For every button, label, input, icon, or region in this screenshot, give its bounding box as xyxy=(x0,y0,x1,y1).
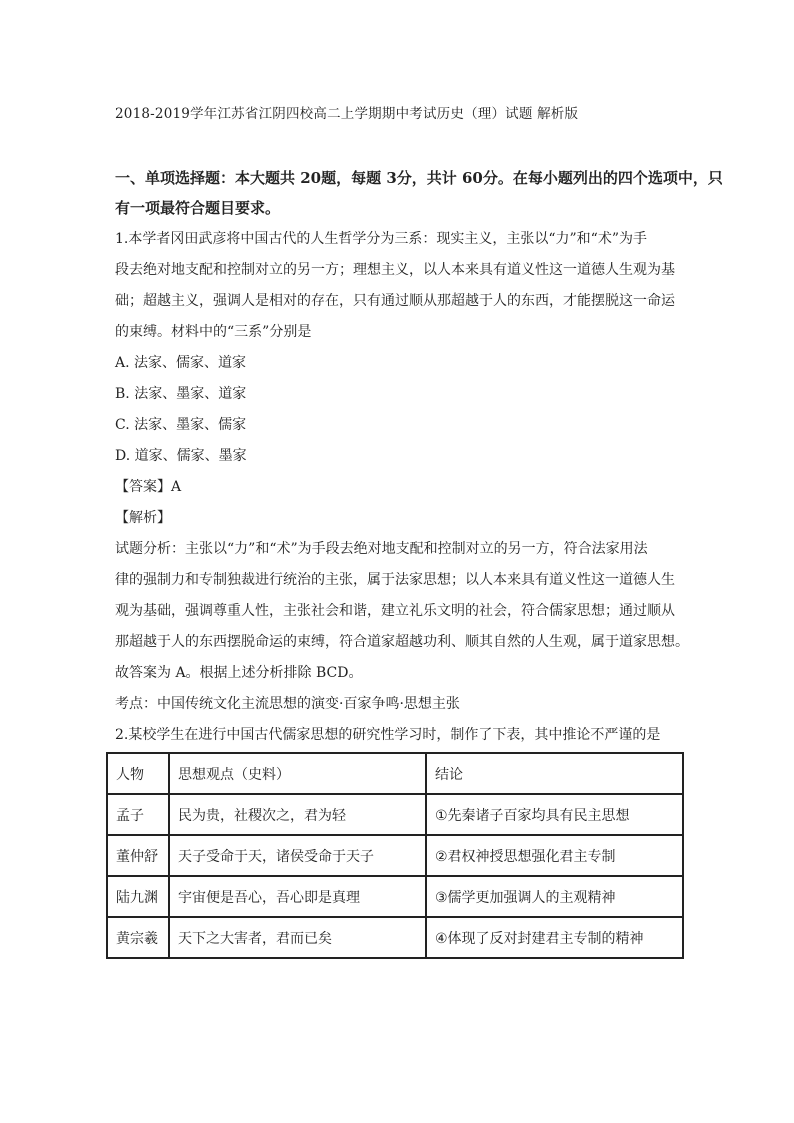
table-row xyxy=(107,794,683,835)
question-2-table xyxy=(106,752,684,959)
section-heading-line-2: 有一项最符合题目要求。 xyxy=(115,199,281,217)
table-header-cell: 思想观点（史料） xyxy=(169,753,426,794)
question-2-stem: 2.某校学生在进行中国古代儒家思想的研究性学习时，制作了下表，其中推论不严谨的是 xyxy=(115,727,661,743)
table-cell: 宇宙便是吾心，吾心即是真理 xyxy=(169,876,426,917)
table-cell: ③儒学更加强调人的主观精神 xyxy=(426,876,683,917)
table-header-row xyxy=(107,753,683,794)
section-heading xyxy=(115,163,723,223)
analysis-line: 观为基础，强调尊重人性，主张社会和谐，建立礼乐文明的社会，符合儒家思想；通过顺从 xyxy=(115,603,675,619)
option-c: C. 法家、墨家、儒家 xyxy=(115,417,247,433)
table-cell: 民为贵，社稷次之，君为轻 xyxy=(169,794,426,835)
answer-label: 【答案】A xyxy=(115,479,182,495)
table-header-cell: 人物 xyxy=(107,753,169,794)
analysis-line: 律的强制力和专制独裁进行统治的主张，属于法家思想；以人本来具有道义性这一道德人生 xyxy=(115,572,675,588)
document-title: 2018-2019学年江苏省江阴四校高二上学期期中考试历史（理）试题 解析版 xyxy=(115,106,579,122)
table-cell: ②君权神授思想强化君主专制 xyxy=(426,835,683,876)
question-stem-line: 础；超越主义，强调人是相对的存在，只有通过顺从那超越于人的东西，才能摆脱这一命运 xyxy=(115,293,675,309)
question-1 xyxy=(115,224,693,751)
analysis-label: 【解析】 xyxy=(115,510,171,526)
analysis-line: 那超越于人的东西摆脱命运的束缚，符合道家超越功利、顺其自然的人生观，属于道家思想。 xyxy=(115,634,689,650)
table-cell: ①先秦诸子百家均具有民主思想 xyxy=(426,794,683,835)
table-row xyxy=(107,876,683,917)
table-header-cell: 结论 xyxy=(426,753,683,794)
table-cell: 天下之大害者，君而已矣 xyxy=(169,917,426,958)
option-d: D. 道家、儒家、墨家 xyxy=(115,448,247,464)
table-cell: 天子受命于天，诸侯受命于天子 xyxy=(169,835,426,876)
table-cell: 孟子 xyxy=(107,794,169,835)
question-stem-line: 段去绝对地支配和控制对立的另一方；理想主义，以人本来具有道义性这一道德人生观为基 xyxy=(115,262,675,278)
option-b: B. 法家、墨家、道家 xyxy=(115,386,247,402)
table-cell: ④体现了反对封建君主专制的精神 xyxy=(426,917,683,958)
section-heading-line-1: 一、单项选择题：本大题共 20题，每题 3分，共计 60分。在每小题列出的四个选项中，只 xyxy=(115,169,723,187)
table-cell: 黄宗羲 xyxy=(107,917,169,958)
analysis-line: 试题分析：主张以“力”和“术”为手段去绝对地支配和控制对立的另一方，符合法家用法 xyxy=(115,541,648,557)
question-stem-line: 1.本学者冈田武彦将中国古代的人生哲学分为三系：现实主义，主张以“力”和“术”为手 xyxy=(115,231,647,247)
kaodian-line: 考点：中国传统文化主流思想的演变·百家争鸣·思想主张 xyxy=(115,696,460,712)
analysis-line: 故答案为 A。根据上述分析排除 BCD。 xyxy=(115,665,363,681)
table-cell: 董仲舒 xyxy=(107,835,169,876)
table-row xyxy=(107,835,683,876)
option-a: A. 法家、儒家、道家 xyxy=(115,355,247,371)
table-row xyxy=(107,917,683,958)
question-stem-line: 的束缚。材料中的“三系”分别是 xyxy=(115,324,312,340)
table-cell: 陆九渊 xyxy=(107,876,169,917)
